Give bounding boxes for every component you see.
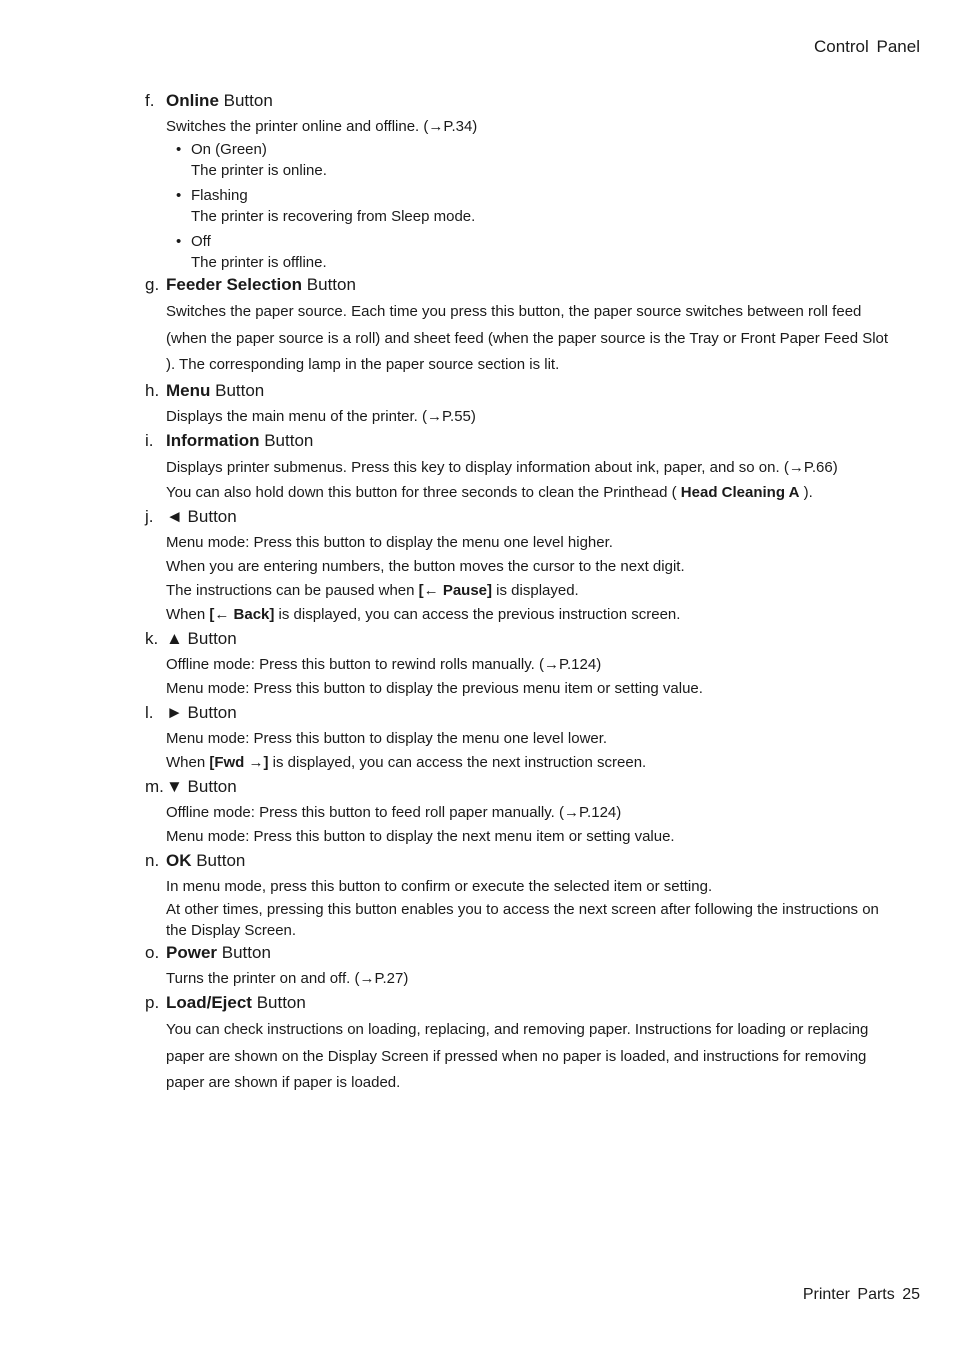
description-paragraph: Displays printer submenus. Press this key to display information about ink, paper, and so on. (→P.66) [166,458,838,476]
item-name-bold: Load/Eject [166,993,252,1012]
item-description [166,115,890,139]
item-description [166,405,890,429]
item-name-bold: Information [166,430,260,450]
item-name-rest: Button [302,275,356,294]
item-up-button [145,627,890,701]
item-description [166,299,890,379]
item-letter: o. [145,943,160,962]
page-number: 25 [902,1286,920,1303]
item-name-rest: ► Button [166,703,237,722]
description-line: Menu mode: Press this button to display the next menu item or setting value. [166,828,675,845]
item-description [166,801,890,849]
item-letter: f. [145,91,155,110]
item-title [145,991,890,1015]
item-letter: j. [145,507,154,526]
item-title [145,379,890,403]
item-description [166,455,890,482]
item-title [145,89,890,113]
button-descriptions [145,89,890,1097]
item-description [166,967,890,991]
description-line: At other times, pressing this button enables you to access the next screen after following the instructions on the Display Screen. [166,901,879,939]
item-title [145,701,890,725]
description-paragraph: You can check instructions on loading, replacing, and removing paper. Instructions for loading or replacing paper are shown on the Display Screen if pressed when no paper is loaded, and instructions for removing paper are shown if paper is loaded. [166,1021,869,1091]
item-title [145,627,890,651]
item-description [166,653,890,701]
description-line: Menu mode: Press this button to display the menu one level higher. [166,534,613,551]
item-down-button [145,775,890,849]
item-left-button [145,505,890,627]
item-feeder-selection-button [145,273,890,379]
item-title [145,775,890,799]
item-online-button [145,89,890,273]
description-line: When you are entering numbers, the button moves the cursor to the next digit. [166,558,685,575]
screen-label: [Fwd →] [209,754,269,771]
item-name-rest: ◄ Button [166,507,237,526]
status-item-off: • Off The printer is offline. [191,231,890,273]
description-line: Offline mode: Press this button to feed roll paper manually. (→P.124) [166,804,622,821]
item-letter: k. [145,629,159,648]
item-load-eject-button [145,991,890,1097]
item-power-button [145,941,890,991]
description-line: Menu mode: Press this button to display the previous menu item or setting value. [166,680,703,697]
screen-label: [← Back] [209,606,275,623]
item-name-rest: Button [210,380,265,400]
item-title [145,429,890,453]
running-footer [803,1286,920,1304]
description-line: Menu mode: Press this button to display the menu one level lower. [166,730,608,747]
item-name-bold: OK [166,851,192,870]
item-information-button [145,429,890,506]
item-name-rest: Button [218,91,273,110]
item-ok-button [145,849,890,941]
description-line: Switches the printer online and offline. (→P.34) [166,118,478,135]
screen-label: [← Pause] [418,582,493,599]
item-description [166,531,890,627]
item-name-rest: Button [191,851,246,870]
item-letter: m. [145,777,164,796]
item-letter: i. [145,430,154,450]
footer-section: Printer Parts [802,1286,895,1303]
item-name-bold: Power [166,943,218,962]
item-title [145,505,890,529]
status-list [145,139,890,273]
item-description [166,875,890,941]
menu-term: Head Cleaning A [680,484,800,501]
item-right-button [145,701,890,775]
description-line: The instructions can be paused when [← Pause] is displayed. [166,582,579,599]
item-title [145,941,890,965]
item-name-rest: Button [217,943,271,962]
item-name-bold: Feeder Selection [166,275,303,294]
item-letter: p. [145,993,160,1012]
status-item-on: • On (Green) The printer is online. [191,139,890,181]
status-item-flashing: • Flashing The printer is recovering from Sleep mode. [191,185,890,227]
item-menu-button [145,379,890,429]
item-title [145,273,890,297]
item-description [166,727,890,775]
running-header: Control Panel [813,37,920,56]
description-line: Offline mode: Press this button to rewind rolls manually. (→P.124) [166,656,602,673]
item-letter: h. [145,380,160,400]
item-letter: l. [145,703,154,722]
item-name-bold: Online [166,91,219,110]
item-description-extra: You can also hold down this button for three seconds to clean the Printhead ( Head Cleaning A ). [166,484,813,501]
description-line: When [← Back] is displayed, you can access the previous instruction screen. [166,606,681,623]
description-paragraph: Switches the paper source. Each time you press this button, the paper source switches between roll feed (when the paper source is a roll) and sheet feed (when the paper source is the Tray or Front Paper Feed Slot ). The corresponding lamp in the paper source section is lit. [166,303,889,373]
item-description [166,1017,890,1097]
item-title [145,849,890,873]
item-letter: n. [145,851,160,870]
item-name-rest: ▲ Button [166,629,237,648]
item-name-rest: Button [259,430,314,450]
description-line: When [Fwd →] is displayed, you can access the next instruction screen. [166,754,647,771]
description-line: Displays the main menu of the printer. (→P.55) [166,407,476,425]
description-line: In menu mode, press this button to confirm or execute the selected item or setting. [166,878,713,895]
item-name-rest: ▼ Button [166,777,237,796]
description-line: Turns the printer on and off. (→P.27) [166,970,409,987]
item-letter: g. [145,275,160,294]
item-name-rest: Button [251,993,306,1012]
item-name-bold: Menu [166,380,211,400]
